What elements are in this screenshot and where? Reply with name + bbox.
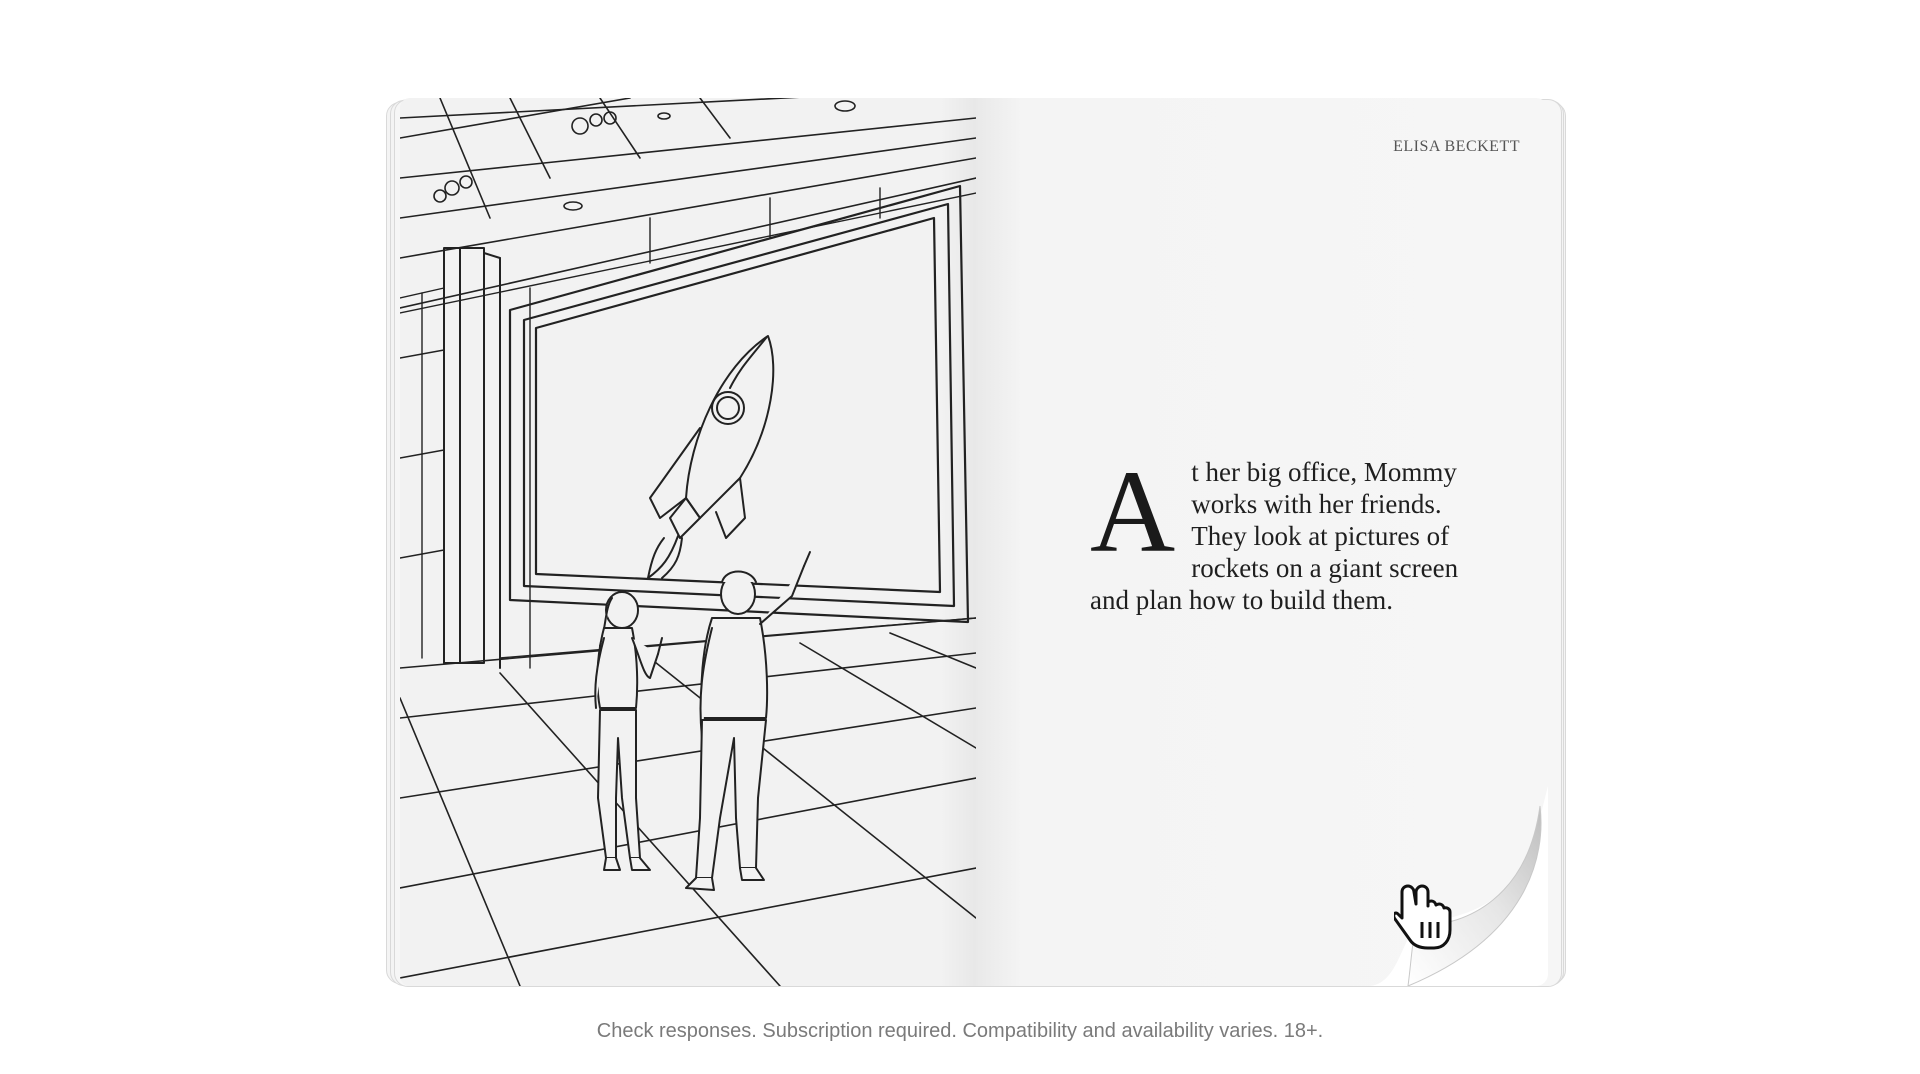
author-name: ELISA BECKETT [1393,138,1520,155]
disclaimer-text: Check responses. Subscription required. Compatibility and availability varies. 18+. [596,1020,1324,1042]
hand-pointer-icon [1394,882,1454,952]
left-page-illustration [400,98,976,986]
story-paragraph [1090,446,1480,616]
rocket-screen-illustration [400,98,976,986]
drop-cap: A [1090,446,1176,577]
right-page-text [976,98,1548,986]
story-text: t her big office, Mommy works with her friends. They look at pictures of rockets on a giant screen and plan how to build them. [1090,457,1459,615]
storybook-spread [382,98,1568,986]
